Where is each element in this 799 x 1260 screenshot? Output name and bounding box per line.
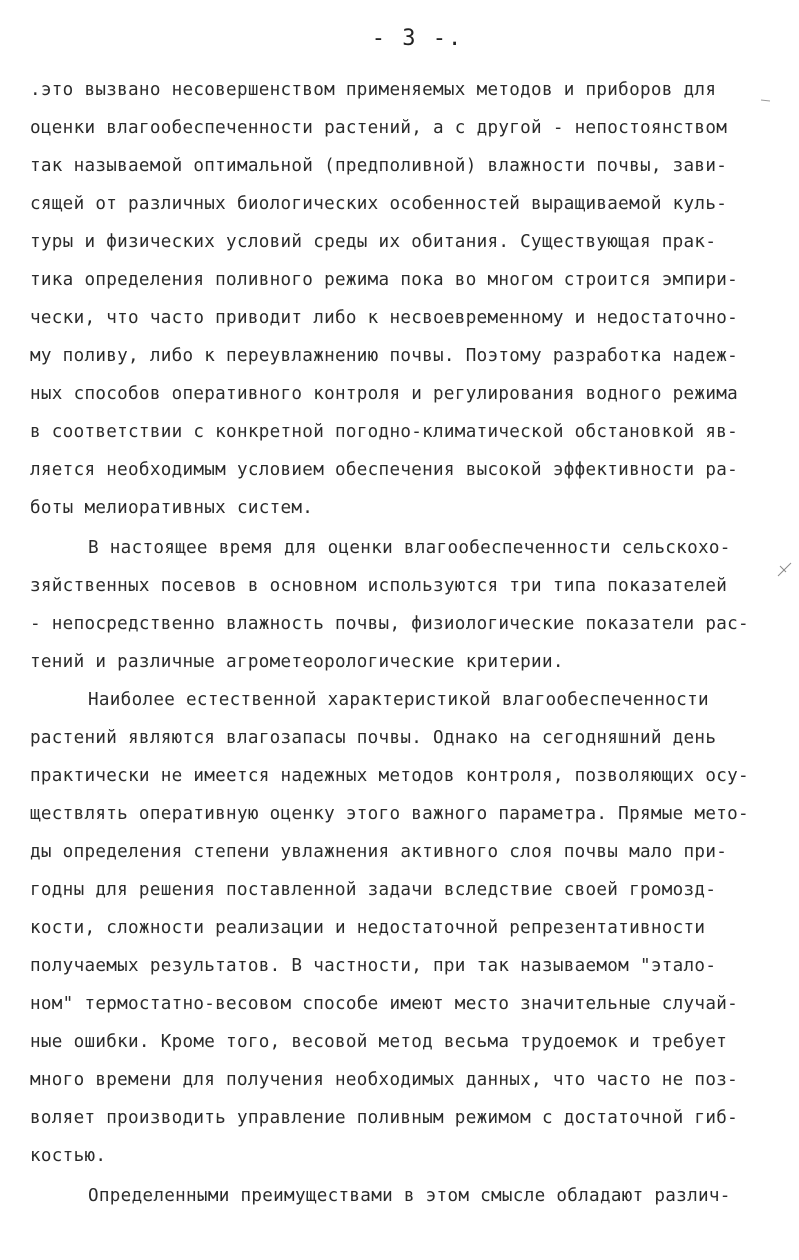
text-line: воляет производить управление поливным режимом с достаточной гиб-	[30, 1108, 739, 1128]
text-line: в соответствии с конкретной погодно-климатической обстановкой яв-	[30, 422, 739, 442]
margin-check-mark	[776, 560, 794, 580]
text-line: чески, что часто приводит либо к несвоевременному и недостаточно-	[30, 308, 739, 328]
text-line: оценки влагообеспеченности растений, а с другой - непостоянством	[30, 118, 728, 138]
text-line: годны для решения поставленной задачи вследствие своей громозд-	[30, 880, 717, 900]
text-line: растений являются влагозапасы почвы. Однако на сегодняшний день	[30, 728, 717, 748]
text-line: тика определения поливного режима пока во многом строится эмпири-	[30, 270, 739, 290]
text-line: ных способов оперативного контроля и регулирования водного режима	[30, 384, 739, 404]
margin-tick-mark	[760, 96, 772, 104]
text-line: му поливу, либо к переувлажнению почвы. Поэтому разработка надеж-	[30, 346, 739, 366]
paragraph-first-line: В настоящее время для оценки влагообеспеченности сельскохо-	[88, 538, 731, 558]
text-line: тений и различные агрометеорологические критерии.	[30, 652, 564, 672]
page-number: - 3 -.	[371, 26, 464, 51]
text-line: практически не имеется надежных методов контроля, позволяющих осу-	[30, 766, 749, 786]
text-line: боты мелиоративных систем.	[30, 498, 314, 518]
text-line: ные ошибки. Кроме того, весовой метод весьма трудоемок и требует	[30, 1032, 728, 1052]
text-line: сящей от различных биологических особенностей выращиваемой куль-	[30, 194, 728, 214]
text-line: кости, сложности реализации и недостаточной репрезентативности	[30, 918, 706, 938]
text-line: получаемых результатов. В частности, при так называемом "эталo-	[30, 956, 717, 976]
text-line: костью.	[30, 1146, 107, 1166]
text-line: - непосредственно влажность почвы, физиологические показатели рас-	[30, 614, 749, 634]
text-line: ном" термостатно-весовом способе имеют место значительные случай-	[30, 994, 739, 1014]
paragraph-first-line: Определенными преимуществами в этом смысле обладают различ-	[88, 1186, 731, 1206]
text-line: ществлять оперативную оценку этого важного параметра. Прямые мето-	[30, 804, 749, 824]
text-line: ды определения степени увлажнения активного слоя почвы мало при-	[30, 842, 728, 862]
text-line: .это вызвано несовершенством применяемых методов и приборов для	[30, 80, 717, 100]
text-line: туры и физических условий среды их обитания. Существующая прак-	[30, 232, 717, 252]
text-line: так называемой оптимальной (предполивной) влажности почвы, зави-	[30, 156, 728, 176]
text-line: много времени для получения необходимых данных, что часто не поз-	[30, 1070, 739, 1090]
text-line: зяйственных посевов в основном используются три типа показателей	[30, 576, 728, 596]
text-line: ляется необходимым условием обеспечения высокой эффективности ра-	[30, 460, 739, 480]
paragraph-first-line: Наиболее естественной характеристикой влагообеспеченности	[88, 690, 709, 710]
